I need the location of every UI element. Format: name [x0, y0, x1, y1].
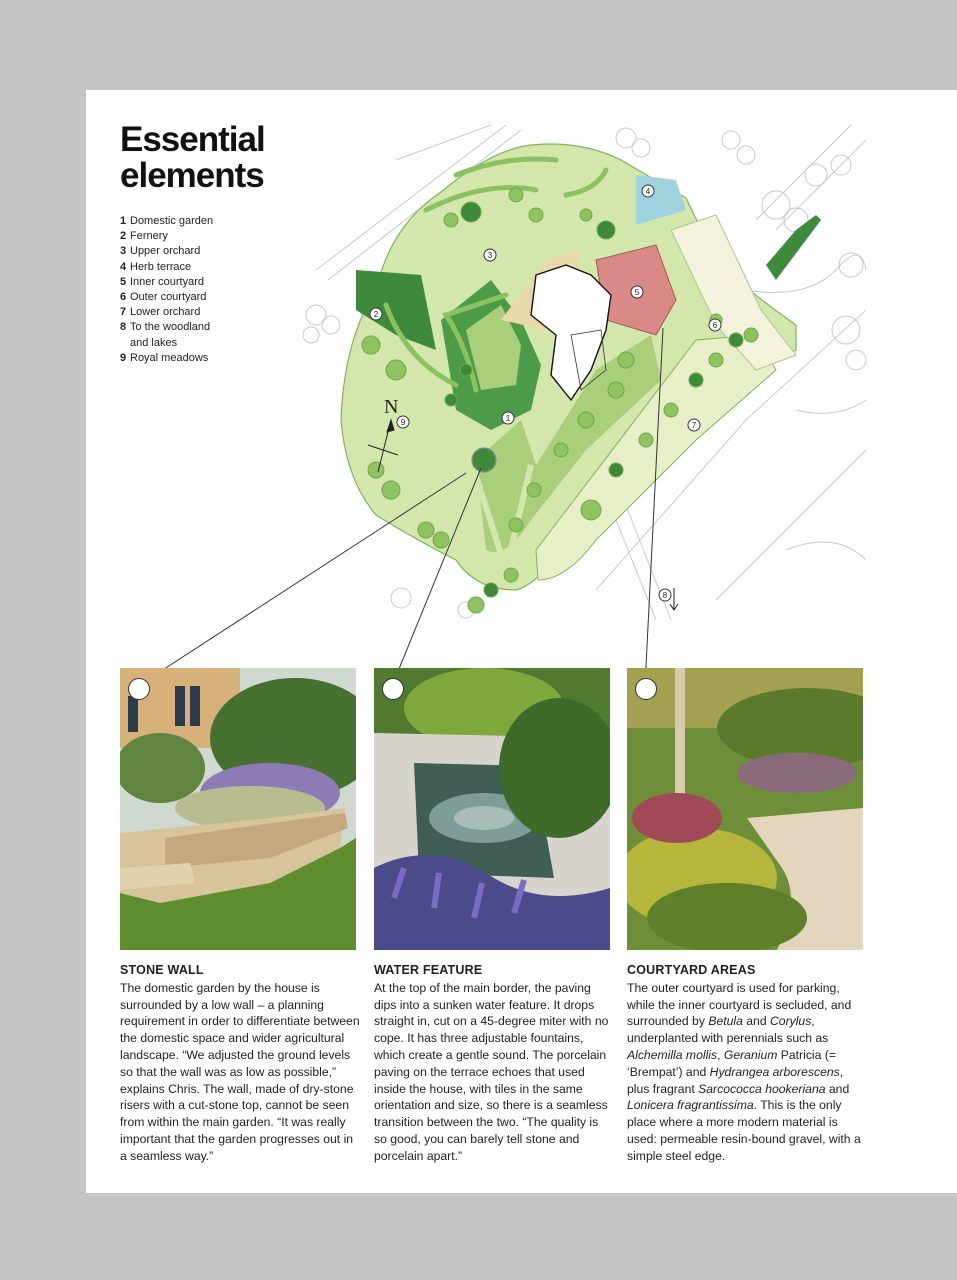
photo-marker-dot: [128, 678, 150, 700]
column-courtyard-areas: [627, 962, 867, 1165]
body-text: , plus fragrant: [627, 1064, 844, 1096]
fountain-circle: [472, 448, 496, 472]
body-text: ,: [717, 1047, 724, 1062]
page-title: [120, 122, 265, 194]
photo-water-feature: [374, 668, 610, 950]
plan-marker-1: [502, 412, 514, 424]
legend-item: 1 Domestic garden: [120, 215, 214, 227]
photo-stone-wall: [120, 668, 356, 950]
column-body: The domestic garden by the house is surrounded by a low wall – a planning requirement in order to differentiate between the domestic space and wider agricultural landscape. “We adjusted the ground levels so that the wall was as low as possible,” explains Chris. The wall, made of dry-stone risers with a cut-stone top, cannot be seen from within the main garden. “It was really important that the garden progresses out in a seamless way.”: [120, 980, 360, 1163]
photo-marker-dot: [635, 678, 657, 700]
down-arrow-icon: [670, 588, 678, 610]
legend-item: 7 Lower orchard: [120, 306, 201, 319]
svg-text:3: 3: [487, 251, 493, 260]
plant-name: Lonicera fragrantissima: [627, 1098, 754, 1113]
plant-name: Corylus: [769, 1014, 812, 1029]
legend-item: 6 Outer courtyard: [120, 291, 207, 304]
plan-marker-4: [642, 185, 654, 197]
plant-name: Sarcococca hookeriana: [698, 1081, 826, 1096]
plan-marker-8: [659, 589, 671, 601]
column-stone-wall: [120, 962, 360, 1165]
photo-marker-dot: [382, 678, 404, 700]
plan-marker-6: [709, 319, 721, 331]
svg-text:8: 8: [662, 591, 668, 600]
garden-site-plan: [276, 120, 866, 620]
svg-text:9: 9: [400, 418, 406, 427]
body-text: The outer courtyard is used for parking, while the inner courtyard is secluded, and surrounded by: [627, 980, 852, 1029]
legend-item: 3 Upper orchard: [120, 245, 201, 258]
plan-marker-9: [397, 416, 409, 428]
column-water-feature: [374, 962, 614, 1165]
svg-text:7: 7: [691, 421, 697, 430]
woodland-strip: [766, 215, 821, 280]
plant-name: Alchemilla mollis: [627, 1047, 718, 1062]
north-label: N: [384, 396, 399, 418]
plan-marker-5: [631, 286, 643, 298]
body-text: . This is the only place where a more modern material is used: permeable resin-bound gravel, with a simple steel edge.: [627, 1098, 861, 1163]
plant-name: Geranium: [723, 1047, 778, 1062]
svg-text:4: 4: [645, 187, 651, 196]
plan-marker-7: [688, 419, 700, 431]
title-line-1: Essential: [120, 120, 265, 159]
body-text: and: [742, 1014, 770, 1029]
column-body: At the top of the main border, the paving dips into a sunken water feature. It drops straight in, cut on a 45-degree miter with no cope. It has three adjustable fountains, which create a gentle sound. The porcelain paving on the terrace echoes that used inside the house, with tiles in the same orientation and size, so there is a seamless transition between the two. “The quality is so good, you can barely tell stone and porcelain apart.”: [374, 980, 609, 1163]
svg-text:2: 2: [373, 310, 379, 319]
title-line-2: elements: [120, 156, 264, 195]
legend-item: 8 To the woodland and lakes: [120, 321, 211, 349]
plan-marker-2: [370, 308, 382, 320]
body-text: and: [825, 1081, 850, 1096]
legend-item: 2 Fernery: [120, 230, 168, 243]
plant-name: Hydrangea arborescens: [709, 1064, 840, 1079]
legend-item: 5 Inner courtyard: [120, 275, 204, 288]
plant-name: Betula: [708, 1014, 743, 1029]
column-heading: WATER FEATURE: [374, 963, 483, 977]
plan-marker-3: [484, 249, 496, 261]
photo-courtyard: [627, 668, 863, 950]
svg-text:6: 6: [712, 321, 718, 330]
column-body: [627, 980, 867, 1165]
column-heading: COURTYARD AREAS: [627, 963, 756, 977]
svg-text:1: 1: [505, 414, 511, 423]
svg-text:5: 5: [634, 288, 640, 297]
body-text: Patricia (= ‘Brempat’) and: [627, 1047, 836, 1079]
legend-item: 9 Royal meadows: [120, 351, 209, 364]
plan-legend: [120, 214, 230, 366]
body-text: , underplanted with perennials such as: [627, 1014, 829, 1046]
legend-item: 4 Herb terrace: [120, 260, 192, 273]
magazine-page: [86, 90, 957, 1193]
column-heading: STONE WALL: [120, 963, 204, 977]
